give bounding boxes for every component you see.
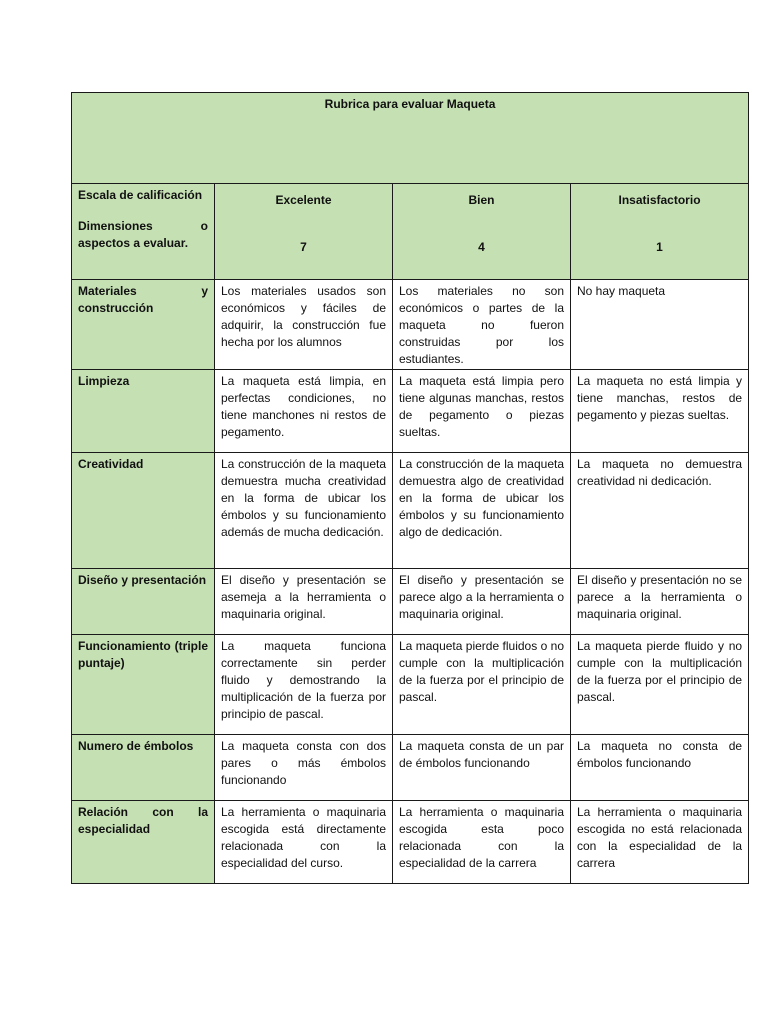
descriptor-cell: No hay maqueta bbox=[571, 280, 749, 370]
criterion-cell: Funcionamiento (triple puntaje) bbox=[72, 635, 215, 735]
descriptor-cell: La maqueta no está limpia y tiene manchas, restos de pegamento y piezas sueltas. bbox=[571, 370, 749, 453]
table-row bbox=[72, 635, 749, 735]
table-row bbox=[72, 370, 749, 453]
criterion-cell: Materiales y construcción bbox=[72, 280, 215, 370]
descriptor-cell: La maqueta consta con dos pares o más émbolos funcionando bbox=[215, 735, 393, 801]
table-row bbox=[72, 801, 749, 884]
level-name: Insatisfactorio bbox=[618, 193, 701, 207]
level-score: 7 bbox=[300, 240, 307, 254]
level-score: 4 bbox=[478, 240, 485, 254]
descriptor-cell: La herramienta o maquinaria escogida esta poco relacionada con la especialidad de la carrera bbox=[393, 801, 571, 884]
criterion-cell: Creatividad bbox=[72, 453, 215, 569]
table-row bbox=[72, 453, 749, 569]
table-row bbox=[72, 569, 749, 635]
descriptor-cell: La maqueta pierde fluidos o no cumple con la multiplicación de la fuerza por el principio de pascal. bbox=[393, 635, 571, 735]
descriptor-cell: Los materiales usados son económicos y fáciles de adquirir, la construcción fue hecha por los alumnos bbox=[215, 280, 393, 370]
descriptor-cell: La herramienta o maquinaria escogida está directamente relacionada con la especialidad del curso. bbox=[215, 801, 393, 884]
descriptor-cell: La construcción de la maqueta demuestra mucha creatividad en la forma de ubicar los émbolos y su funcionamiento además de mucha dedicación. bbox=[215, 453, 393, 569]
descriptor-cell: La maqueta pierde fluido y no cumple con la multiplicación de la fuerza por el principio de pascal. bbox=[571, 635, 749, 735]
title-row bbox=[72, 93, 749, 184]
level-name: Bien bbox=[468, 193, 495, 207]
descriptor-cell: El diseño y presentación no se parece a la herramienta o maquinaria original. bbox=[571, 569, 749, 635]
table-row bbox=[72, 280, 749, 370]
descriptor-cell: La maqueta funciona correctamente sin perder fluido y demostrando la multiplicación de la fuerza por principio de pascal. bbox=[215, 635, 393, 735]
descriptor-cell: La construcción de la maqueta demuestra algo de creatividad en la forma de ubicar los émbolos y su funcionamiento algo de dedicación. bbox=[393, 453, 571, 569]
descriptor-cell: La maqueta está limpia, en perfectas condiciones, no tiene manchones ni restos de pegamento. bbox=[215, 370, 393, 453]
descriptor-cell: La maqueta está limpia pero tiene algunas manchas, restos de pegamento o piezas sueltas. bbox=[393, 370, 571, 453]
level-header-excelente bbox=[215, 184, 393, 280]
rubric-title: Rubrica para evaluar Maqueta bbox=[72, 93, 749, 184]
descriptor-cell: Los materiales no son económicos o partes de la maqueta no fueron construidas por los estudiantes. bbox=[393, 280, 571, 370]
descriptor-cell: La maqueta no demuestra creatividad ni dedicación. bbox=[571, 453, 749, 569]
dimensions-label: Dimensiones o aspectos a evaluar. bbox=[78, 219, 208, 250]
criterion-cell: Limpieza bbox=[72, 370, 215, 453]
header-row bbox=[72, 184, 749, 280]
criterion-cell: Diseño y presentación bbox=[72, 569, 215, 635]
table-row bbox=[72, 735, 749, 801]
descriptor-cell: El diseño y presentación se parece algo a la herramienta o maquinaria original. bbox=[393, 569, 571, 635]
level-name: Excelente bbox=[275, 193, 332, 207]
level-score: 1 bbox=[656, 240, 663, 254]
descriptor-cell: La maqueta no consta de émbolos funcionando bbox=[571, 735, 749, 801]
level-header-insatisfactorio bbox=[571, 184, 749, 280]
criterion-cell: Relación con la especialidad bbox=[72, 801, 215, 884]
level-header-bien bbox=[393, 184, 571, 280]
scale-label: Escala de calificación bbox=[78, 188, 203, 202]
descriptor-cell: La herramienta o maquinaria escogida no está relacionada con la especialidad de la carrera bbox=[571, 801, 749, 884]
descriptor-cell: El diseño y presentación se asemeja a la herramienta o maquinaria original. bbox=[215, 569, 393, 635]
descriptor-cell: La maqueta consta de un par de émbolos funcionando bbox=[393, 735, 571, 801]
criterion-cell: Numero de émbolos bbox=[72, 735, 215, 801]
rubric-table bbox=[71, 92, 749, 884]
scale-header-cell bbox=[72, 184, 215, 280]
